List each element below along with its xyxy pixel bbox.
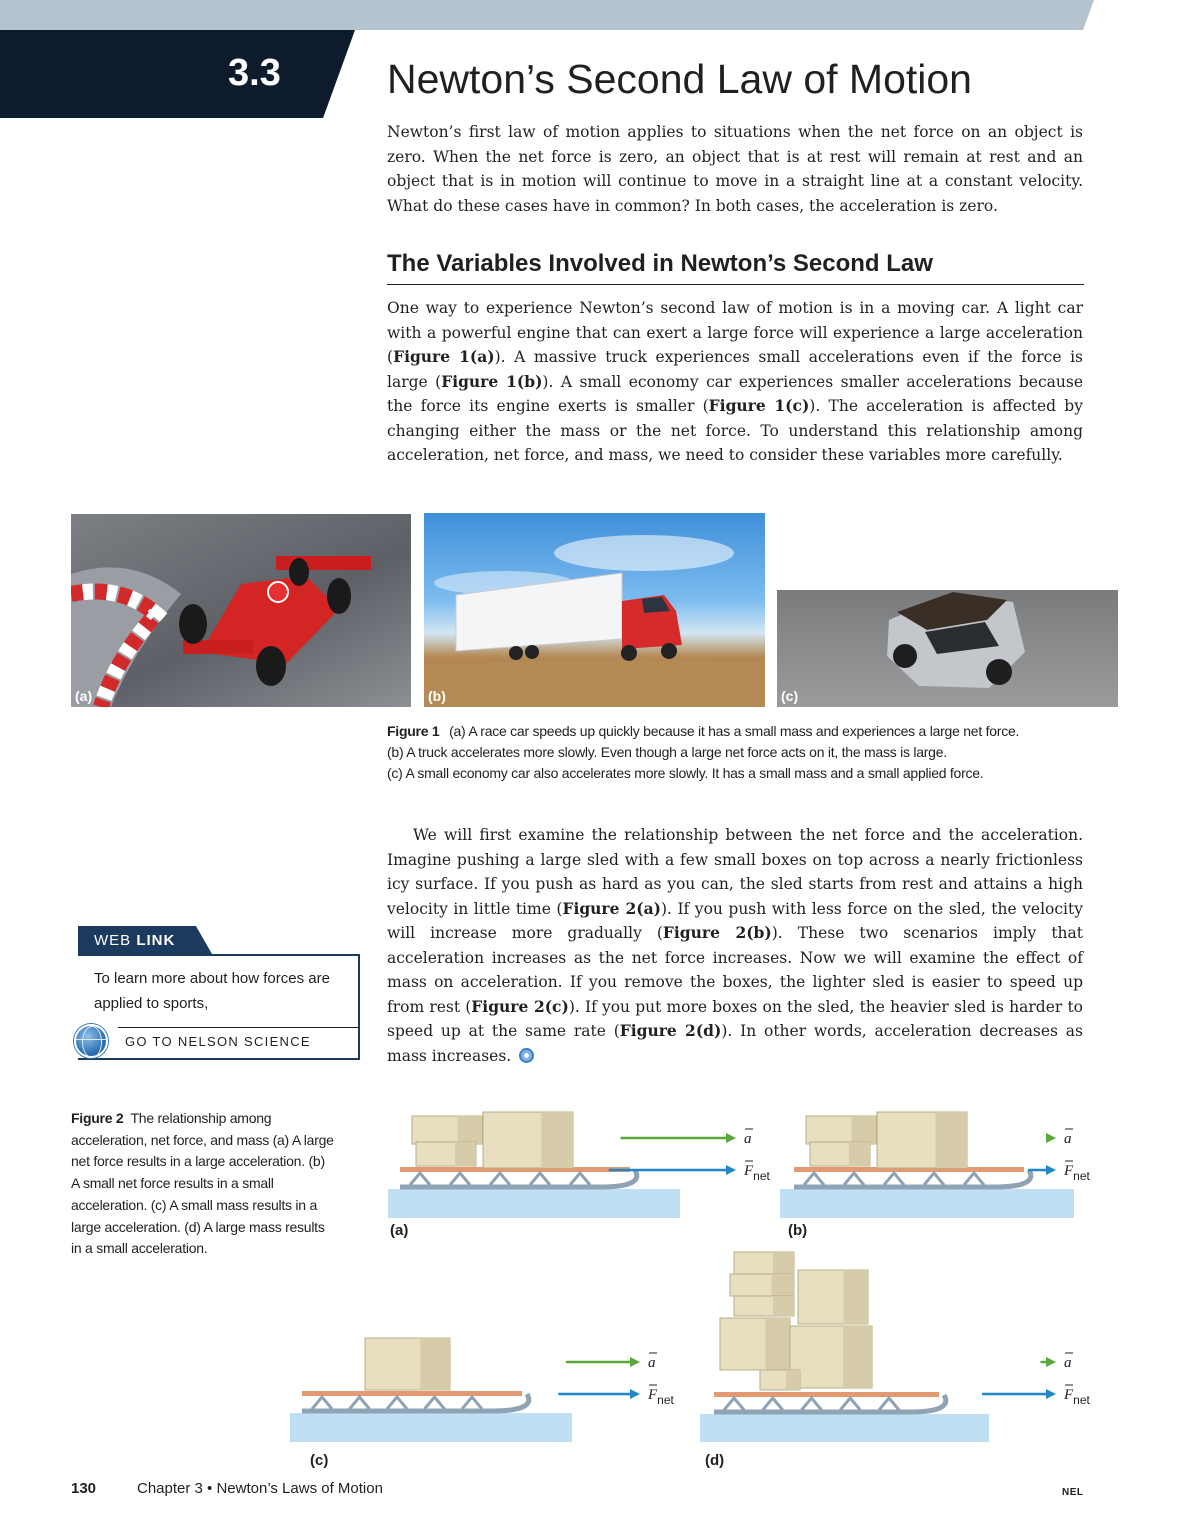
sled-diagram-d	[700, 1242, 1100, 1442]
sled-runner	[302, 1394, 529, 1411]
cloud	[554, 535, 734, 571]
figure-reference[interactable]: Figure 2(d)	[619, 1021, 722, 1040]
figure-reference[interactable]: Figure 1(a)	[393, 347, 495, 366]
header-band	[0, 0, 1094, 30]
section-title: Newton’s Second Law of Motion	[387, 56, 972, 102]
box	[734, 1296, 794, 1316]
text-run: One way to experience Newton’s second law of motion is in a moving car. A light car with a powerful engine that can exert a large force will experience a large acceleration (	[387, 299, 1083, 366]
page-number: 130	[71, 1480, 97, 1497]
globe-icon[interactable]	[74, 1024, 108, 1058]
box	[806, 1116, 876, 1144]
text-run: We will first examine the relationship between the net force and the acceleration. Imagine pushing a large sled with a few small boxes on top across a nearly frictionless icy surface. If you push as hard as you can, the sled starts from rest and attains a high velocity in little time (	[387, 826, 1083, 918]
box	[365, 1338, 450, 1390]
box	[877, 1112, 967, 1168]
box	[483, 1112, 573, 1168]
web-link-title-prefix: WEB	[94, 932, 132, 949]
photo-label-a: (a)	[75, 688, 93, 704]
race-car	[179, 556, 371, 686]
caption-text: (a) A race car speeds up quickly because it has a small mass and experiences a large net force.	[449, 723, 1020, 739]
sled-board	[302, 1391, 522, 1396]
diagram-label-a: (a)	[390, 1222, 409, 1239]
net-force-arrow	[982, 1389, 1056, 1399]
text-run: ). A massive truck experiences small accelerations even if the force is large (	[387, 348, 1084, 391]
divider	[118, 1027, 358, 1028]
ground	[424, 661, 765, 707]
web-link-icon[interactable]	[519, 1048, 534, 1063]
figure-reference[interactable]: Figure 2(c)	[471, 996, 569, 1016]
caption-line: (b) A truck accelerates more slowly. Even though a large net force acts on it, the mass is large.	[387, 744, 947, 760]
economy-car-photo	[777, 590, 1118, 707]
ice-surface	[290, 1413, 572, 1442]
web-link-title-bold: LINK	[136, 932, 176, 949]
text-run: ). These two scenarios imply that acceleration increases as the net force increases. Now we will examine the effect of mass on acceleration. If you remove the boxes, the lighter sled is easier to speed up from rest (	[387, 924, 1083, 1016]
acceleration-label: a	[1064, 1131, 1072, 1147]
net-force-label: $F_{net}$	[744, 1163, 770, 1183]
photo-label-b: (b)	[428, 688, 446, 704]
sled-diagram-svg	[780, 1106, 1100, 1218]
net-force-label: $F_{net}$	[1064, 1163, 1090, 1183]
figure-reference[interactable]: Figure 1(b)	[441, 371, 543, 391]
text-run: ). The acceleration is affected by changing either the mass or the net force. To understand this relationship among acceleration, net force, and mass, we need to consider these variables more carefully.	[387, 397, 1083, 464]
diagram-label-b: (b)	[788, 1222, 808, 1239]
text-run: ). A small economy car experiences smaller accelerations because the force its engine exerts is smaller (	[387, 372, 1084, 415]
sled-runner	[794, 1170, 1031, 1187]
economy-car-illustration	[777, 590, 1118, 707]
net-force-label: $F_{net}$	[648, 1387, 674, 1407]
text-run: ). If you put more boxes on the sled, the heavier sled is harder to speed up at the same rate (	[387, 997, 1084, 1040]
acceleration-label: a	[744, 1131, 752, 1147]
sled-runner	[400, 1170, 637, 1187]
box	[760, 1370, 800, 1390]
race-car-illustration	[71, 514, 411, 707]
net-force-arrow	[609, 1165, 736, 1175]
box	[730, 1274, 794, 1296]
acceleration-arrow	[566, 1357, 640, 1367]
publisher-mark: NEL	[1062, 1487, 1084, 1498]
box	[416, 1142, 476, 1166]
web-link-title	[94, 932, 175, 949]
acceleration-arrow	[1041, 1357, 1056, 1367]
net-force-arrow	[558, 1389, 640, 1399]
go-to-nelson-science-link[interactable]: GO TO NELSON SCIENCE	[125, 1034, 311, 1049]
ice-surface	[700, 1414, 989, 1442]
text-run: ). If you push with less force on the sled, the velocity will increase more gradually (	[387, 899, 1083, 942]
section-number: 3.3	[228, 52, 281, 94]
sled-diagram-b	[780, 1106, 1100, 1218]
sled-diagram-c	[290, 1330, 700, 1442]
acceleration-label: a	[648, 1355, 656, 1371]
smart-car	[887, 592, 1025, 688]
intro-paragraph: Newton’s first law of motion applies to situations when the net force on an object is zero. When the net force is zero, an object that is at rest will remain at rest and an object that is in motion will continue to move in a straight line at a constant velocity. What do these cases have in common? In both cases, the acceleration is zero.	[387, 123, 1083, 215]
section-tab	[0, 30, 355, 118]
ice-surface	[780, 1189, 1074, 1218]
sled-board	[714, 1392, 939, 1397]
figure-reference[interactable]: Figure 1(c)	[708, 396, 810, 415]
caption-line: (c) A small economy car also accelerates more slowly. It has a small mass and a small applied force.	[387, 765, 984, 781]
figure-label: Figure 1	[387, 723, 440, 739]
caption-line	[387, 721, 1107, 742]
photo-label-c: (c)	[781, 688, 799, 704]
sled-runner	[714, 1395, 946, 1412]
diagram-label-d: (d)	[705, 1452, 725, 1469]
text-run: ). In other words, acceleration decreases as mass increases.	[387, 1022, 1083, 1065]
body-paragraph-variables	[387, 296, 1083, 468]
acceleration-arrow	[621, 1133, 736, 1143]
web-link-text: To learn more about how forces are applied to sports,	[94, 970, 330, 1012]
figure-reference[interactable]: Figure 2(b)	[662, 923, 772, 942]
sled-diagram-a	[388, 1106, 788, 1218]
sled-diagram-svg	[290, 1330, 700, 1442]
box	[412, 1116, 482, 1144]
acceleration-arrow	[1046, 1133, 1056, 1143]
figure-label: Figure 2	[71, 1110, 124, 1126]
sled-diagram-svg	[700, 1242, 1100, 1442]
figure-1-caption	[387, 721, 1107, 784]
web-link-box	[78, 926, 360, 1060]
figure-2-caption	[71, 1108, 336, 1260]
race-car-photo	[71, 514, 411, 707]
sled-diagram-svg	[388, 1106, 788, 1218]
diagram-label-c: (c)	[310, 1452, 329, 1469]
box	[810, 1142, 870, 1166]
caption-text: The relationship among acceleration, net force, and mass (a) A large net force results in a large acceleration. (b) A small net force results in a small acceleration. (c) A small mass results in a large acceleration. (d) A large mass results in a small acceleration.	[71, 1110, 334, 1257]
sub-heading: The Variables Involved in Newton’s Second Law	[387, 250, 1084, 285]
box	[734, 1252, 794, 1274]
net-force-label: $F_{net}$	[1064, 1387, 1090, 1407]
figure-reference[interactable]: Figure 2(a)	[562, 898, 661, 918]
box	[790, 1326, 872, 1388]
box	[798, 1270, 868, 1324]
ice-surface	[388, 1189, 680, 1218]
chapter-running-title: Chapter 3 • Newton’s Laws of Motion	[137, 1480, 383, 1497]
truck-photo	[424, 513, 765, 707]
truck-illustration	[424, 513, 765, 707]
acceleration-label: a	[1064, 1355, 1072, 1371]
box	[720, 1318, 790, 1370]
body-paragraph-experiment	[387, 823, 1083, 1068]
